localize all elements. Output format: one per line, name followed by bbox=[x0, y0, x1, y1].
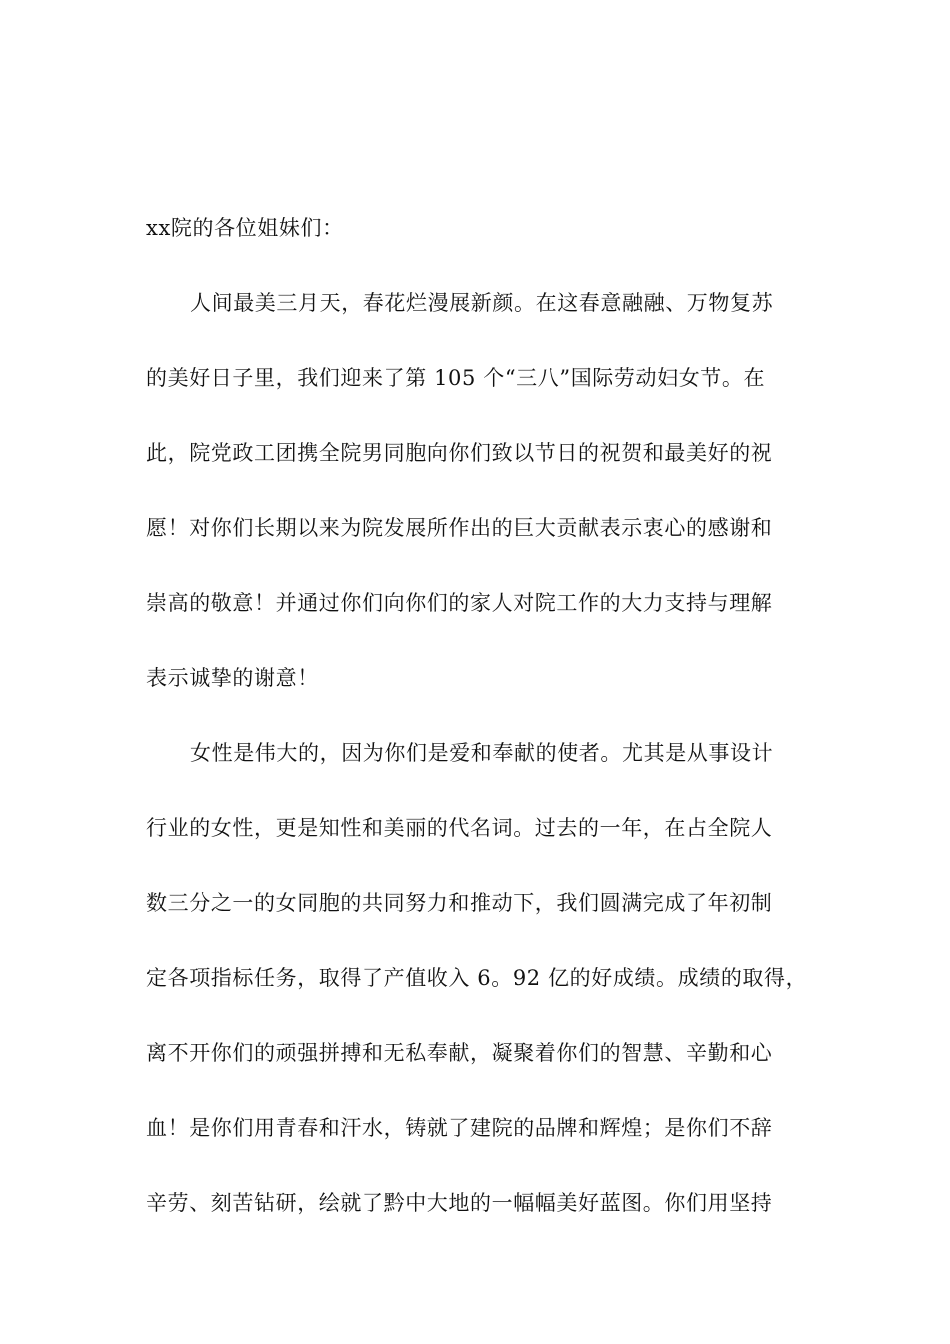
paragraph-1-line-1: 人间最美三月天，春花烂漫展新颜。在这春意融融、万物复苏 bbox=[190, 291, 774, 315]
paragraph-2-line-2: 行业的女性，更是知性和美丽的代名词。过去的一年，在占全院人 bbox=[146, 816, 773, 840]
paragraph-2-line-6: 血！是你们用青春和汗水，铸就了建院的品牌和辉煌；是你们不辞 bbox=[146, 1116, 773, 1140]
paragraph-1-line-6: 表示诚挚的谢意！ bbox=[146, 666, 319, 690]
paragraph-2-line-1: 女性是伟大的，因为你们是爱和奉献的使者。尤其是从事设计 bbox=[190, 741, 774, 765]
paragraph-1-line-4: 愿！对你们长期以来为院发展所作出的巨大贡献表示衷心的感谢和 bbox=[146, 516, 773, 540]
paragraph-2-line-3: 数三分之一的女同胞的共同努力和推动下，我们圆满完成了年初制 bbox=[146, 891, 773, 915]
paragraph-2-line-5: 离不开你们的顽强拼搏和无私奉献，凝聚着你们的智慧、辛勤和心 bbox=[146, 1041, 773, 1065]
paragraph-2-line-4: 定各项指标任务，取得了产值收入 6。92 亿的好成绩。成绩的取得， bbox=[146, 966, 808, 990]
paragraph-1-line-2: 的美好日子里，我们迎来了第 105 个“三八”国际劳动妇女节。在 bbox=[146, 366, 766, 390]
paragraph-2-line-7: 辛劳、刻苦钻研，绘就了黔中大地的一幅幅美好蓝图。你们用坚持 bbox=[146, 1191, 773, 1215]
salutation: xx院的各位姐妹们： bbox=[146, 216, 344, 240]
paragraph-1-line-3: 此，院党政工团携全院男同胞向你们致以节日的祝贺和最美好的祝 bbox=[146, 441, 773, 465]
paragraph-1-line-5: 崇高的敬意！并通过你们向你们的家人对院工作的大力支持与理解 bbox=[146, 591, 773, 615]
